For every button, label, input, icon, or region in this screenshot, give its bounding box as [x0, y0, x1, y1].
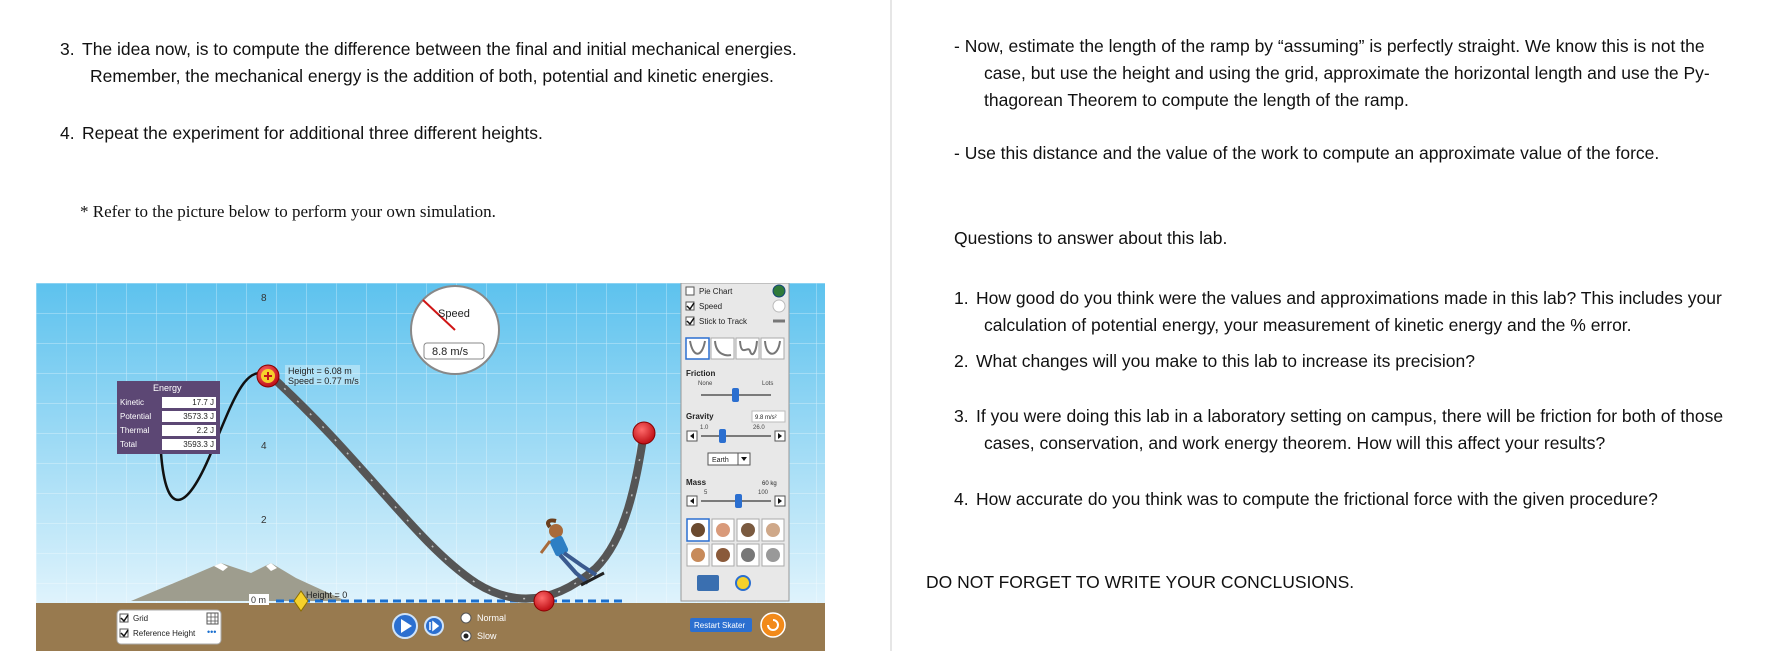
- measuring-tape-icon[interactable]: [736, 576, 750, 590]
- mass-label: Mass: [686, 478, 707, 487]
- zero-label: 0 m: [251, 595, 267, 605]
- grid-label-4: 4: [261, 441, 267, 452]
- mass-value: 60 kg: [762, 481, 777, 487]
- item-4: 4. Repeat the experiment for additional three different heights.: [60, 123, 543, 143]
- speed-icon: [773, 300, 785, 312]
- track-control-point-end[interactable]: [633, 422, 655, 444]
- mass-slider-thumb[interactable]: [735, 494, 742, 508]
- item-3: 3. The idea now, is to compute the difference between the final and initial mechanical energies. Remember, the mechanical energy is the addition of both, potential and kinetic energies.: [60, 39, 797, 86]
- svg-text:Potential: Potential: [120, 412, 152, 421]
- skater-height: Height = 6.08 m: [288, 366, 352, 376]
- question-2: 2. What changes will you make to this lab to increase its precision?: [954, 351, 1475, 371]
- conclusions-reminder: DO NOT FORGET TO WRITE YOUR CONCLUSIONS.: [926, 572, 1355, 592]
- gravity-slider-thumb[interactable]: [719, 429, 726, 443]
- grid-label: Grid: [133, 614, 149, 623]
- gravity-value: 9.8 m/s²: [755, 415, 777, 421]
- left-page: [0, 0, 890, 651]
- speedometer: [411, 286, 499, 374]
- restart-icon-button[interactable]: [761, 613, 785, 637]
- track-control-point-mid[interactable]: [534, 591, 554, 611]
- svg-text:Lots: Lots: [762, 381, 774, 387]
- stick-to-track-label: Stick to Track: [699, 317, 748, 326]
- potential-value: 3573.3 J: [183, 412, 214, 421]
- gravity-label: Gravity: [686, 412, 714, 421]
- planet-value: Earth: [712, 457, 729, 464]
- total-value: 3593.3 J: [183, 440, 214, 449]
- energy-title: Energy: [153, 383, 182, 393]
- svg-text:Kinetic: Kinetic: [120, 398, 145, 407]
- speedometer-label: Speed: [438, 308, 470, 320]
- pie-chart-icon: [773, 285, 785, 297]
- reference-height-icon: •••: [207, 627, 217, 637]
- question-1: 1. How good do you think were the values and approximations made in this lab? This includes your calculation of potential energy, your measurement of kinetic energy and the % error.: [954, 288, 1722, 335]
- pie-chart-label: Pie Chart: [699, 287, 733, 296]
- svg-text:Total: Total: [120, 440, 137, 449]
- thermal-value: 2.2 J: [196, 426, 214, 435]
- question-3: 3. If you were doing this lab in a laboratory setting on campus, there will be friction for both of those cases, conservation, and work energy theorem. How will this affect your results?: [954, 406, 1724, 453]
- picture-note: * Refer to the picture below to perform your own simulation.: [80, 202, 496, 221]
- energy-skate-park-simulation: [36, 283, 825, 651]
- pie-chart-checkbox[interactable]: [686, 287, 694, 295]
- question-4: 4. How accurate do you think was to compute the frictional force with the given procedure?: [954, 489, 1658, 509]
- grid-icon: [207, 613, 218, 624]
- stopwatch-icon[interactable]: [697, 575, 719, 591]
- skater-speed: Speed = 0.77 m/s: [288, 376, 359, 386]
- height-zero-label: Height = 0: [306, 590, 348, 600]
- energy-panel: [117, 381, 220, 454]
- ramp-length-bullet: - Now, estimate the length of the ramp by “assuming” is perfectly straight. We know this is not the case, but use the height and using the grid, approximate the horizontal length and use the Py- thagorean Theorem to compute the length of the ramp.: [954, 36, 1710, 110]
- control-panel: [681, 283, 789, 601]
- normal-label: Normal: [477, 613, 507, 623]
- slow-label: Slow: [477, 631, 497, 641]
- normal-radio[interactable]: [461, 613, 471, 623]
- right-page: [892, 0, 1787, 651]
- friction-label: Friction: [686, 369, 716, 378]
- speed-label: Speed: [699, 302, 723, 311]
- grid-label-2: 2: [261, 515, 267, 526]
- svg-text:100: 100: [758, 490, 769, 496]
- svg-text:26.0: 26.0: [753, 425, 765, 431]
- grid-label-8: 8: [261, 293, 267, 304]
- reference-height-label: Reference Height: [133, 629, 196, 638]
- simulation-canvas: [36, 283, 825, 651]
- friction-slider-thumb[interactable]: [732, 388, 739, 402]
- svg-text:1.0: 1.0: [700, 425, 709, 431]
- restart-skater-label: Restart Skater: [694, 621, 746, 630]
- questions-title: Questions to answer about this lab.: [954, 228, 1228, 248]
- bottom-left-controls: [117, 610, 221, 644]
- speed-value: 8.8 m/s: [432, 346, 469, 358]
- svg-text:None: None: [698, 381, 713, 387]
- kinetic-value: 17.7 J: [192, 398, 214, 407]
- svg-text:5: 5: [704, 490, 708, 496]
- force-bullet: - Use this distance and the value of the work to compute an approximate value of the force.: [954, 143, 1660, 163]
- svg-text:Thermal: Thermal: [120, 426, 150, 435]
